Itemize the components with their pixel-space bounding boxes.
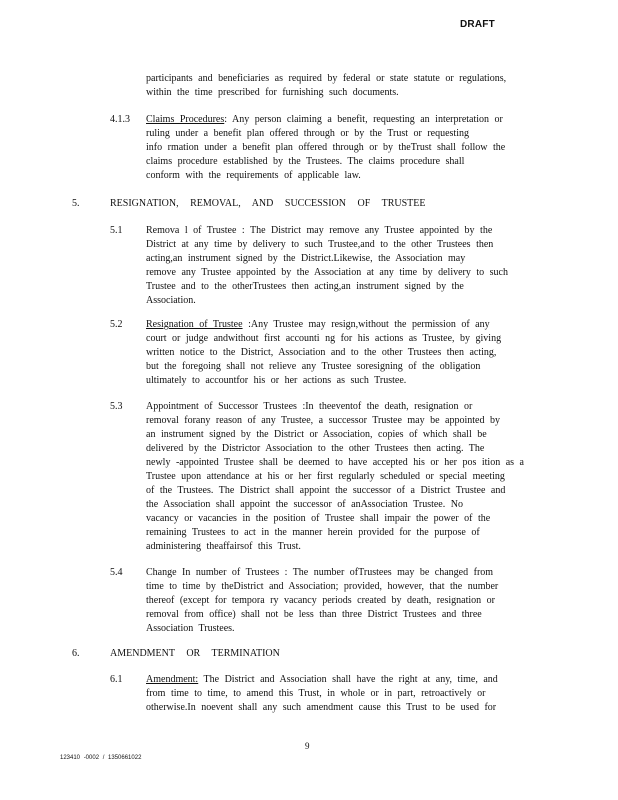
section-4-1-3-line: ruling under a benefit plan offered through or by the Trust or requesting: [146, 128, 469, 139]
amendment-heading: Amendment:: [146, 674, 199, 685]
section-5-3-line: administering theaffairsof this Trust.: [146, 541, 301, 552]
section-4-1-3-first-line-text: : Any person claiming a benefit, requesting an interpretation or: [224, 114, 503, 125]
section-number-5-3: 5.3: [110, 401, 123, 412]
document-id: 123410 -0002 / 1350661022: [60, 755, 142, 761]
claims-procedures-heading: Claims Procedures: [146, 114, 225, 125]
page-number: 9: [305, 741, 310, 751]
section-6-1-first-line: [146, 673, 498, 687]
section-5-1-line: Trustee and to the otherTrustees then acting,an instrument signed by the: [146, 281, 464, 292]
section-6-1-first-line-text: The District and Association shall have the right at any, time, and: [198, 674, 498, 685]
section-5-3-line: the Association shall appoint the successor of anAssociation Trustee. No: [146, 499, 463, 510]
section-5-3-line: remaining Trustees to act in the manner herein provided for the purpose of: [146, 527, 480, 538]
section-5-3-line: vacancy or vacancies in the position of Trustee shall impair the power of the: [146, 513, 491, 524]
section-4-1-3-line: info rmation under a benefit plan offered through or by theTrust shall follow the: [146, 142, 506, 153]
section-5-2-line: but the foregoing shall not relieve any Trustee soresigning of the obligation: [146, 361, 481, 372]
section-number-4-1-3: 4.1.3: [110, 114, 130, 125]
section-5-1-line: remove any Trustee appointed by the Association at any time by delivery to such: [146, 267, 508, 278]
section-5-4-line: Change In number of Trustees : The number ofTrustees may be changed from: [146, 567, 494, 578]
section-5-1-line: Association.: [146, 295, 196, 306]
section-5-4-line: thereof (except for tempora ry vacancy periods created by death, resignation or: [146, 595, 495, 606]
section-5-1-line: District at any time by delivery to such Trustee,and to the other Trustees then: [146, 239, 494, 250]
resignation-of-trustee-heading: Resignation of Trustee: [146, 319, 243, 330]
section-5-4-line: Association Trustees.: [146, 623, 235, 634]
section-6-1-line: otherwise.In noevent shall any such amendment cause this Trust to be used for: [146, 702, 497, 713]
section-4-1-3-line: claims procedure established by the Trustees. The claims procedure shall: [146, 156, 465, 167]
section-6-1-line: from time to time, to amend this Trust, in whole or in part, retroactively or: [146, 688, 486, 699]
section-5-2-line: ultimately to accountfor his or her actions as such Trustee.: [146, 375, 407, 386]
section-5-3-line: Trustee upon attendance at his or her first regularly scheduled or special meeting: [146, 471, 505, 482]
section-5-heading: RESIGNATION, REMOVAL, AND SUCCESSION OF TRUSTEE: [110, 198, 426, 209]
section-5-1-line: Remova l of Trustee : The District may remove any Trustee appointed by the: [146, 225, 493, 236]
section-5-3-line: newly -appointed Trustee shall be deemed to have accepted his or her pos ition as a: [146, 457, 524, 468]
section-6-heading: AMENDMENT OR TERMINATION: [110, 648, 280, 659]
section-5-3-line: delivered by the Districtor Association to the other Trustees then acting. The: [146, 443, 485, 454]
section-5-4-line: time to time by theDistrict and Association; provided, however, that the number: [146, 581, 499, 592]
section-5-3-line: removal forany reason of any Trustee, a successor Trustee may be appointed by: [146, 415, 500, 426]
section-5-3-line: an instrument signed by the District or Association, copies of which shall be: [146, 429, 487, 440]
section-number-5-4: 5.4: [110, 567, 123, 578]
section-number-5-2: 5.2: [110, 319, 123, 330]
section-number-6: 6.: [72, 648, 80, 659]
section-5-2-first-line-text: :Any Trustee may resign,without the permission of any: [242, 319, 490, 330]
section-number-5: 5.: [72, 198, 80, 209]
section-5-2-line: written notice to the District, Association and to the other Trustees then acting,: [146, 347, 497, 358]
section-number-6-1: 6.1: [110, 674, 123, 685]
section-4-1-3-line: conform with the requirements of applicable law.: [146, 170, 361, 181]
section-5-3-line: of the Trustees. The District shall appoint the successor of a District Trustee and: [146, 485, 506, 496]
intro-line-1: participants and beneficiaries as required by federal or state statute or regulations,: [146, 73, 507, 84]
draft-watermark: DRAFT: [460, 19, 495, 30]
section-number-5-1: 5.1: [110, 225, 123, 236]
section-5-1-line: acting,an instrument signed by the District.Likewise, the Association may: [146, 253, 466, 264]
section-5-2-line: court or judge andwithout first accounti ng for his actions as Trustee, by giving: [146, 333, 502, 344]
intro-line-2: within the time prescribed for furnishing such documents.: [146, 87, 399, 98]
section-5-4-line: removal from office) shall not be less than three District Trustees and three: [146, 609, 482, 620]
section-5-3-line: Appointment of Successor Trustees :In theeventof the death, resignation or: [146, 401, 473, 412]
section-5-2-first-line: [146, 318, 490, 332]
section-4-1-3-first-line: [146, 113, 503, 127]
